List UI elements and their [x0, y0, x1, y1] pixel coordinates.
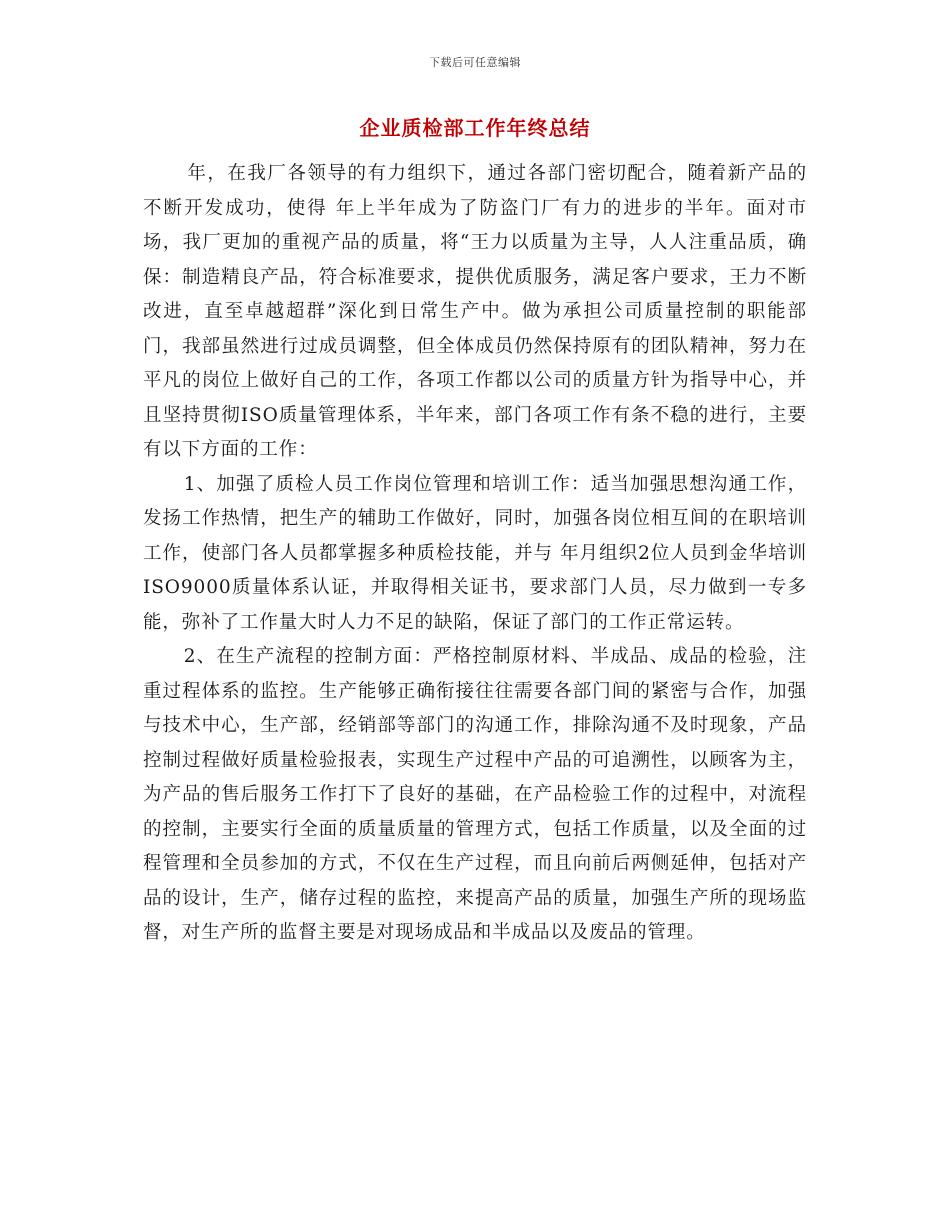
body-paragraph-process-control: 2、在生产流程的控制方面：严格控制原材料、半成品、成品的检验，注重过程体系的监控。生产能够正确衔接往往需要各部门间的紧密与合作，加强与技术中心，生产部，经销部等部门的沟通工作，排除沟通不及时现象，产品控制过程做好质量检验报表，实现生产过程中产品的可追溯性，以顾客为主，为产品的售后服务工作打下了良好的基础，在产品检验工作的过程中，对流程的控制，主要实行全面的质量质量的管理方式，包括工作质量，以及全面的过程管理和全员参加的方式，不仅在生产过程，而且向前后两侧延伸，包括对产品的设计，生产，储存过程的监控，来提高产品的质量，加强生产所的现场监督，对生产所的监督主要是对现场成品和半成品以及废品的管理。	[143, 646, 807, 943]
document-title: 企业质检部工作年终总结	[359, 116, 591, 140]
header-note: 下载后可任意编辑	[429, 56, 521, 69]
body-paragraph-intro: 年，在我厂各领导的有力组织下，通过各部门密切配合，随着新产品的不断开发成功，使得 年上半年成为了防盗门厂有力的进步的半年。面对市场，我厂更加的重视产品的质量，将“王力以质量为主导，人人注重品质，确保：制造精良产品，符合标准要求，提供优质服务，满足客户要求，王力不断改进，直至卓越超群”深化到日常生产中。做为承担公司质量控制的职能部门，我部虽然进行过成员调整，但全体成员仍然保持原有的团队精神，努力在平凡的岗位上做好自己的工作，各项工作都以公司的质量方针为指导中心，并且坚持贯彻ISO质量管理体系，半年来，部门各项工作有条不稳的进行，主要有以下方面的工作：	[143, 163, 807, 460]
body-paragraph-training: 1、加强了质检人员工作岗位管理和培训工作：适当加强思想沟通工作，发扬工作热情，把生产的辅助工作做好，同时，加强各岗位相互间的在职培训工作，使部门各人员都掌握多种质检技能，并与 年月组织2位人员到金华培训ISO9000质量体系认证，并取得相关证书，要求部门人员，尽力做到一专多能，弥补了工作量大时人力不足的缺陷，保证了部门的工作正常运转。	[143, 473, 807, 633]
document-body	[143, 157, 807, 951]
